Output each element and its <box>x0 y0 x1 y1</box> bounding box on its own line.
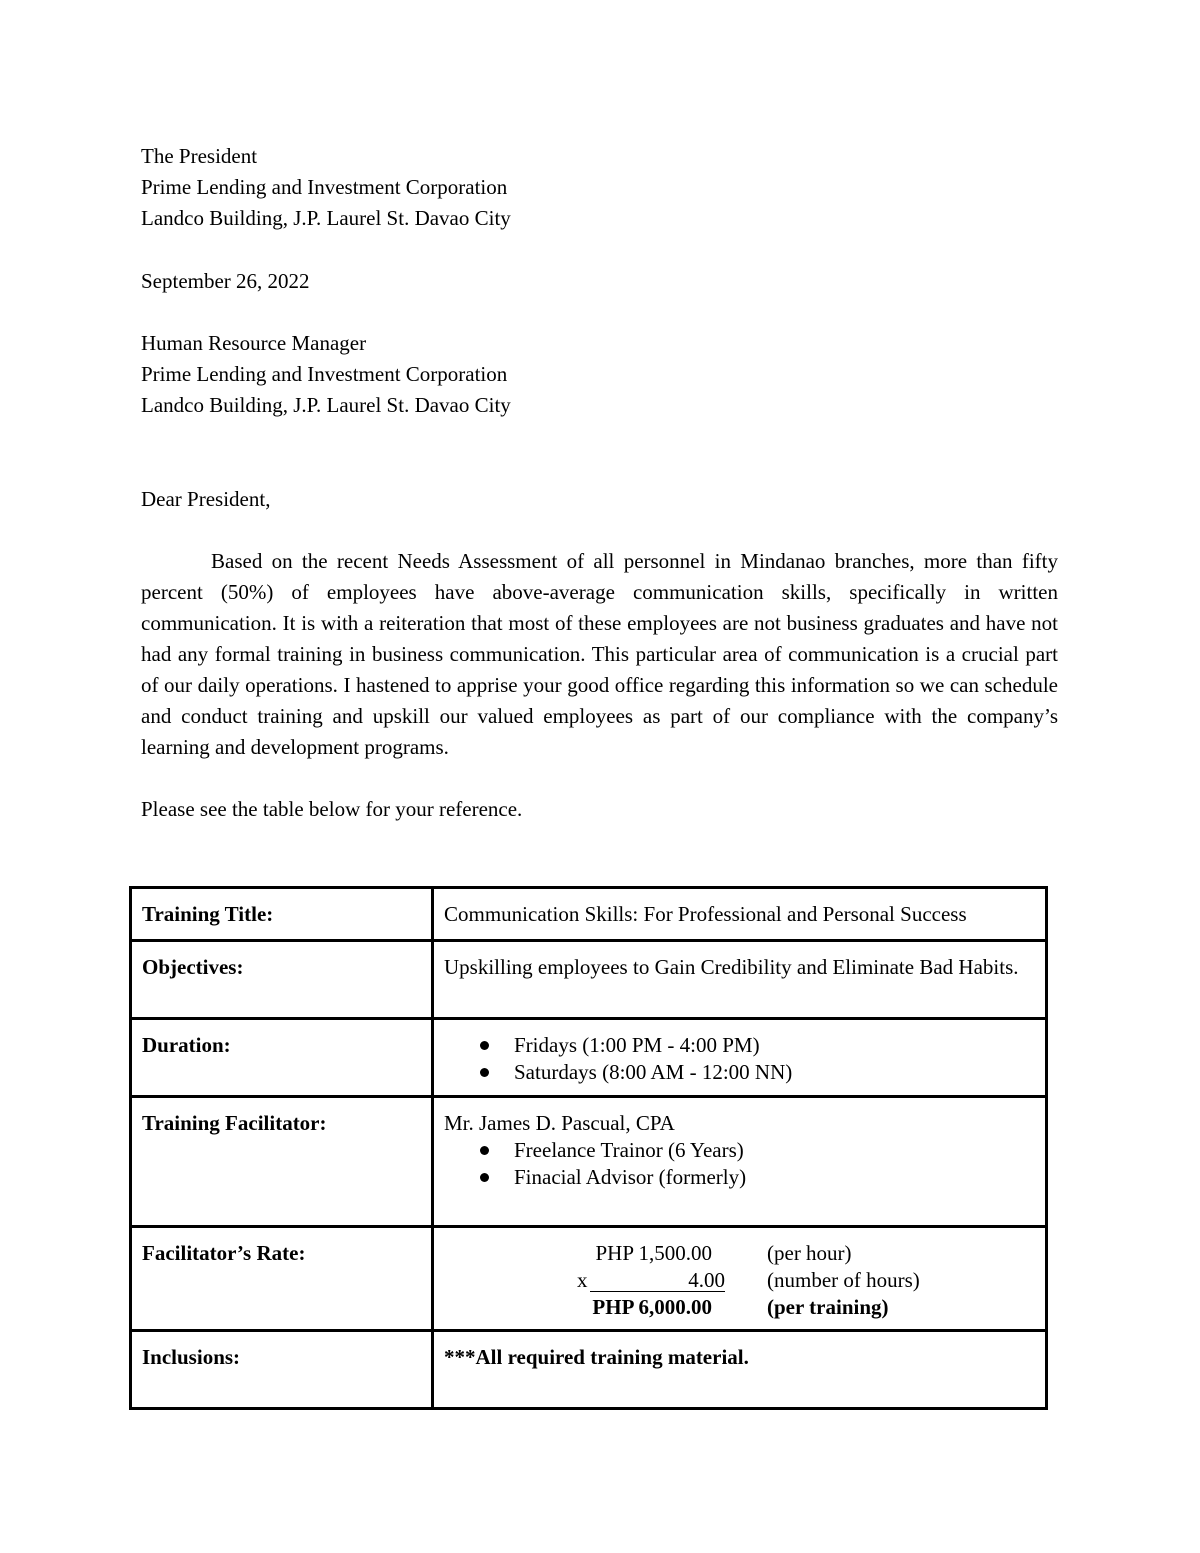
sender-company: Prime Lending and Investment Corporation <box>141 362 508 386</box>
recipient-address-block <box>141 141 511 234</box>
rate-row-hourly <box>444 1240 1035 1267</box>
recipient-title: The President <box>141 144 258 168</box>
reference-line: Please see the table below for your reference. <box>141 797 523 821</box>
letter-date <box>141 266 310 297</box>
total-note: (per training) <box>767 1295 889 1319</box>
bullet-icon <box>480 1041 489 1050</box>
table-row <box>131 941 1047 1019</box>
objectives-value: Upskilling employees to Gain Credibility and Eliminate Bad Habits. <box>433 941 1047 1019</box>
multiply-symbol: x <box>577 1268 588 1292</box>
facilitator-name: Mr. James D. Pascual, CPA <box>444 1111 675 1135</box>
facilitator-list <box>444 1137 1035 1191</box>
list-item <box>480 1032 1035 1059</box>
sender-address-block <box>141 328 511 421</box>
duration-cell <box>433 1019 1047 1097</box>
facilitator-item: Freelance Trainor (6 Years) <box>514 1138 744 1162</box>
list-item <box>480 1059 1035 1086</box>
duration-list <box>444 1032 1035 1086</box>
rate-computation <box>444 1240 1035 1321</box>
facilitator-item: Finacial Advisor (formerly) <box>514 1165 747 1189</box>
table-row <box>131 1227 1047 1331</box>
duration-item: Fridays (1:00 PM - 4:00 PM) <box>514 1033 760 1057</box>
body-paragraph: Based on the recent Needs Assessment of all personnel in Mindanao branches, more than fifty percent (50%) of employees have above-average communication skills, specifically in written communication. It is with a reiteration that most of these employees are not business graduates and have not had any formal training in business communication. This particular area of communication is a crucial part of our daily operations. I hastened to apprise your good office regarding this information so we can schedule and conduct training and upskill our valued employees as part of our compliance with the company’s learning and development programs. <box>141 549 1058 759</box>
inclusions-label: Inclusions: <box>131 1331 433 1409</box>
facilitator-cell <box>433 1097 1047 1227</box>
inclusions-value: ***All required training material. <box>433 1331 1047 1409</box>
sender-address: Landco Building, J.P. Laurel St. Davao City <box>141 393 511 417</box>
bullet-icon <box>480 1068 489 1077</box>
training-title-label: Training Title: <box>131 888 433 941</box>
bullet-icon <box>480 1173 489 1182</box>
hourly-amount: PHP 1,500.00 <box>595 1241 712 1265</box>
table-row <box>131 1097 1047 1227</box>
list-item <box>480 1137 1035 1164</box>
sender-title: Human Resource Manager <box>141 331 367 355</box>
table-row <box>131 1019 1047 1097</box>
bullet-icon <box>480 1146 489 1155</box>
table-row <box>131 1331 1047 1409</box>
duration-label: Duration: <box>131 1019 433 1097</box>
recipient-address: Landco Building, J.P. Laurel St. Davao City <box>141 206 511 230</box>
recipient-company: Prime Lending and Investment Corporation <box>141 175 508 199</box>
training-title-value: Communication Skills: For Professional and Personal Success <box>433 888 1047 941</box>
table-row <box>131 888 1047 941</box>
hours-value: 4.00 <box>590 1267 725 1292</box>
total-amount: PHP 6,000.00 <box>592 1295 712 1319</box>
salutation: Dear President, <box>141 487 271 511</box>
facilitator-label: Training Facilitator: <box>131 1097 433 1227</box>
hourly-note: (per hour) <box>767 1241 852 1265</box>
rate-row-total <box>444 1294 1035 1321</box>
objectives-label: Objectives: <box>131 941 433 1019</box>
list-item <box>480 1164 1035 1191</box>
rate-label: Facilitator’s Rate: <box>131 1227 433 1331</box>
rate-row-hours <box>444 1267 1035 1294</box>
rate-cell <box>433 1227 1047 1331</box>
duration-item: Saturdays (8:00 AM - 12:00 NN) <box>514 1060 793 1084</box>
training-details-table <box>129 886 1048 1410</box>
hours-note: (number of hours) <box>767 1268 920 1292</box>
date-text: September 26, 2022 <box>141 269 310 293</box>
